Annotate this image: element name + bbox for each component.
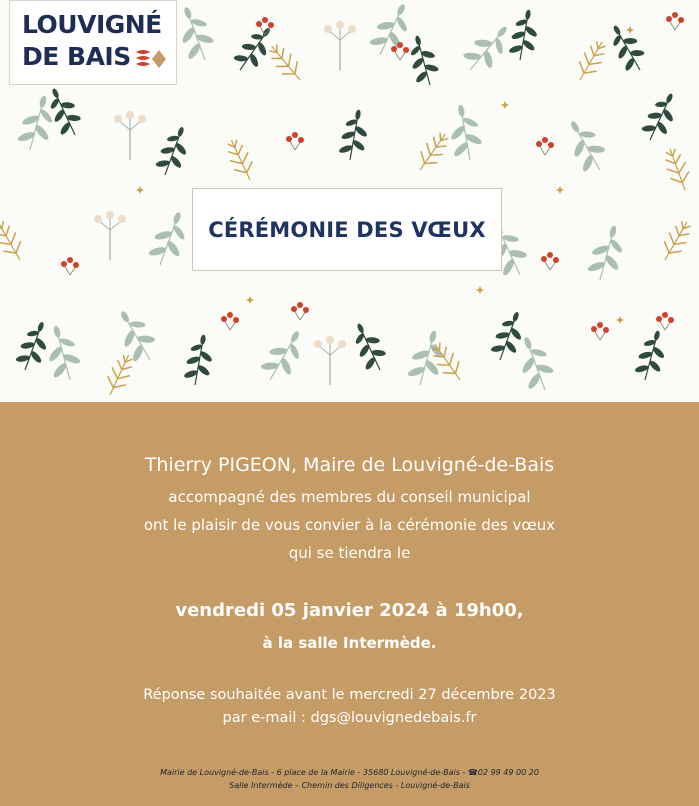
invitation-line-2: ont le plaisir de vous convier à la cérémonie des vœux xyxy=(143,516,556,534)
footer-venue-address: Salle Intermède – Chemin des Diligences - Louvigné-de-Bais xyxy=(229,781,470,790)
event-date: vendredi 05 janvier 2024 à 19h00, xyxy=(175,600,524,621)
logo-line-2: DE BAIS xyxy=(22,42,131,71)
logo-emblem-icon xyxy=(134,46,168,72)
ceremony-title-box xyxy=(192,188,502,271)
invitation-line-3: qui se tiendra le xyxy=(288,544,411,562)
footer-address: Mairie de Louvigné-de-Bais - 6 place de la Mairie - 35680 Louvigné-de-Bais - ☎02 99 49 00 20 xyxy=(160,768,539,777)
louvigne-de-bais-logo xyxy=(9,0,177,85)
ceremony-title: CÉRÉMONIE DES VŒUX xyxy=(208,217,486,242)
logo-line-1: LOUVIGNÉ xyxy=(22,10,162,39)
invitation-host: Thierry PIGEON, Maire de Louvigné-de-Bais xyxy=(144,454,555,476)
invitation-line-1: accompagné des membres du conseil municipal xyxy=(168,488,531,506)
event-venue: à la salle Intermède. xyxy=(262,634,437,652)
invitation-panel xyxy=(0,402,699,806)
rsvp-email: par e-mail : dgs@louvignedebais.fr xyxy=(222,710,477,726)
rsvp-deadline: Réponse souhaitée avant le mercredi 27 décembre 2023 xyxy=(143,687,556,703)
header-banner xyxy=(0,0,699,402)
